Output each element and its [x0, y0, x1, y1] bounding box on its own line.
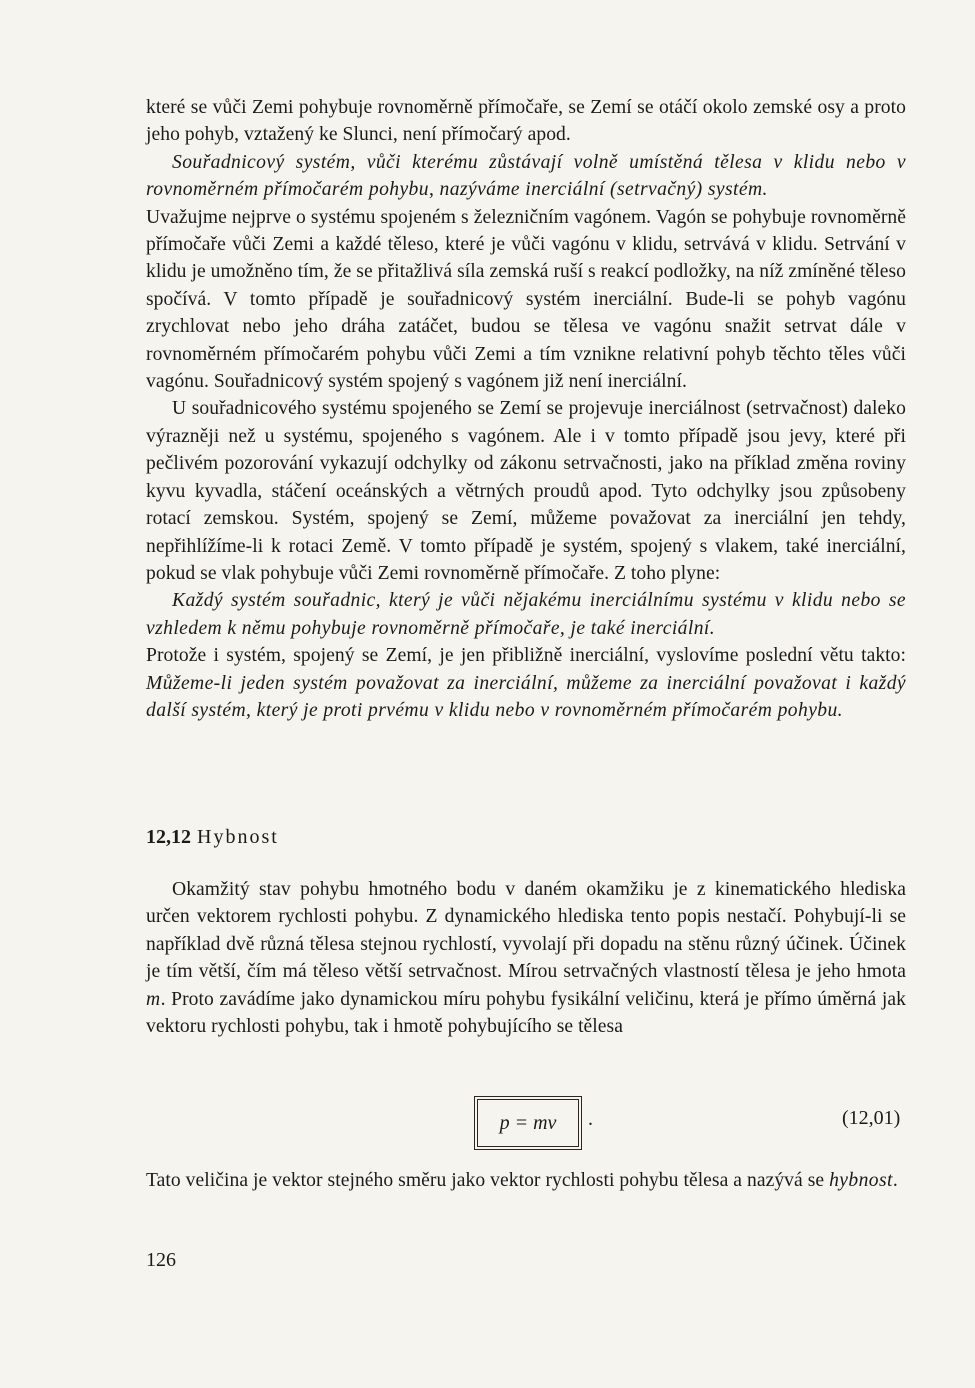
equation-box: [474, 1096, 582, 1150]
paragraph-text: .: [892, 1170, 898, 1191]
paragraph-text: Tato veličina je vektor stejného směru jako vektor rychlosti pohybu tělesa a nazývá se: [146, 1170, 830, 1191]
equation-number: (12,01): [842, 1107, 901, 1129]
inertial-system-rule: Každý systém souřadnic, který je vůči nějakému inerciálnímu systému v klidu nebo se vzhledem k němu pohybuje rovnoměrně přímočaře, je také inerciální.: [146, 590, 906, 639]
term-hybnost: hybnost: [829, 1170, 893, 1191]
paragraph-text: . Proto zavádíme jako dynamickou míru pohybu fysikální veličinu, která je přímo úměrná jak vektoru rychlosti pohybu, tak i hmotě pohybujícího se tělesa: [146, 988, 906, 1038]
inertial-system-definition: Souřadnicový systém, vůči kterému zůstávají volně umístěná tělesa v klidu nebo v rovnoměrném přímočarém pohybu, nazýváme inerciální (setrvačný) systém.: [146, 151, 906, 201]
equation: p = mv: [499, 1112, 557, 1134]
paragraph-italic-text: Můžeme-li jeden systém považovat za inerciální, můžeme za inerciální považovat i každý další systém, který je proti prvému v klidu nebo v rovnoměrném přímočarém pohybu.: [146, 672, 906, 721]
page-number: 126: [146, 1249, 176, 1271]
paragraph: U souřadnicového systému spojeného se Zemí se projevuje inerciálnost (setrvačnost) daleko výrazněji než u systému, spojeného s vagónem. Ale i v tomto případě jsou jevy, které při pečlivém pozorování vykazují odchylky od zákonu setrvačnosti, jako na příklad změna roviny kyvu kyvadla, stáčení oceánských a větrných proudů apod. Tyto odchylky jsou způsobeny rotací zemskou. Systém, spojený se Zemí, můžeme považovat za inerciální jen tehdy, nepřihlížíme-li k rotaci Země. V tomto případě je systém, spojený s vlakem, také inerciální, pokud se vlak pohybuje vůči Zemi rovnoměrně přímočaře. Z toho plyne:: [146, 398, 906, 584]
section-title: Hybnost: [197, 826, 279, 848]
section-number: 12,12: [146, 826, 191, 848]
paragraph: Uvažujme nejprve o systému spojeném s železničním vagónem. Vagón se pohybuje rovnoměrně přímočaře vůči Zemi a každé těleso, které je vůči vagónu v klidu, setrvává v klidu. Setrvání v klidu je umožněno tím, že se přitažlivá síla zemská ruší s reakcí podložky, na níž zmíněné těleso spočívá. V tomto případě je souřadnicový systém inerciální. Bude-li se pohyb vagónu zrychlovat nebo jeho dráha zatáčet, budou se tělesa ve vagónu snažit setrvat dále v rovnoměrném přímočarém pohybu vůči Zemi a tím vznikne relativní pohyb těchto těles vůči vagónu. Souřadnicový systém spojený s vagónem již není inerciální.: [146, 206, 906, 393]
section-text-continued: [146, 1167, 906, 1194]
section-heading: [146, 823, 279, 851]
equation-inner-frame: [477, 1099, 579, 1147]
mass-symbol: m: [146, 988, 161, 1010]
paragraph-text: Okamžitý stav pohybu hmotného bodu v daném okamžiku je z kinematického hlediska určen vektorem rychlosti pohybu. Z dynamického hlediska tento popis nestačí. Pohybují-li se například dvě různá tělesa stejnou rychlostí, vyvolají při dopadu na stěnu různý účinek. Účinek je tím větší, čím má těleso větší setrvačnost. Mírou setrvačných vlastností tělesa je jeho hmota: [146, 879, 906, 983]
paragraph: [146, 642, 906, 724]
previous-section-text: [146, 94, 906, 724]
paragraph: které se vůči Zemi pohybuje rovnoměrně přímočaře, se Zemí se otáčí okolo zemské osy a proto jeho pohyb, vztažený ke Slunci, není přímočarý apod.: [146, 97, 906, 146]
paragraph: [146, 876, 906, 1040]
paragraph-text: Protože i systém, spojený se Zemí, je jen přibližně inerciální, vyslovíme poslední větu takto:: [146, 645, 906, 667]
paragraph: [146, 1167, 906, 1194]
equation-period: .: [588, 1108, 593, 1130]
section-text: [146, 876, 906, 1040]
